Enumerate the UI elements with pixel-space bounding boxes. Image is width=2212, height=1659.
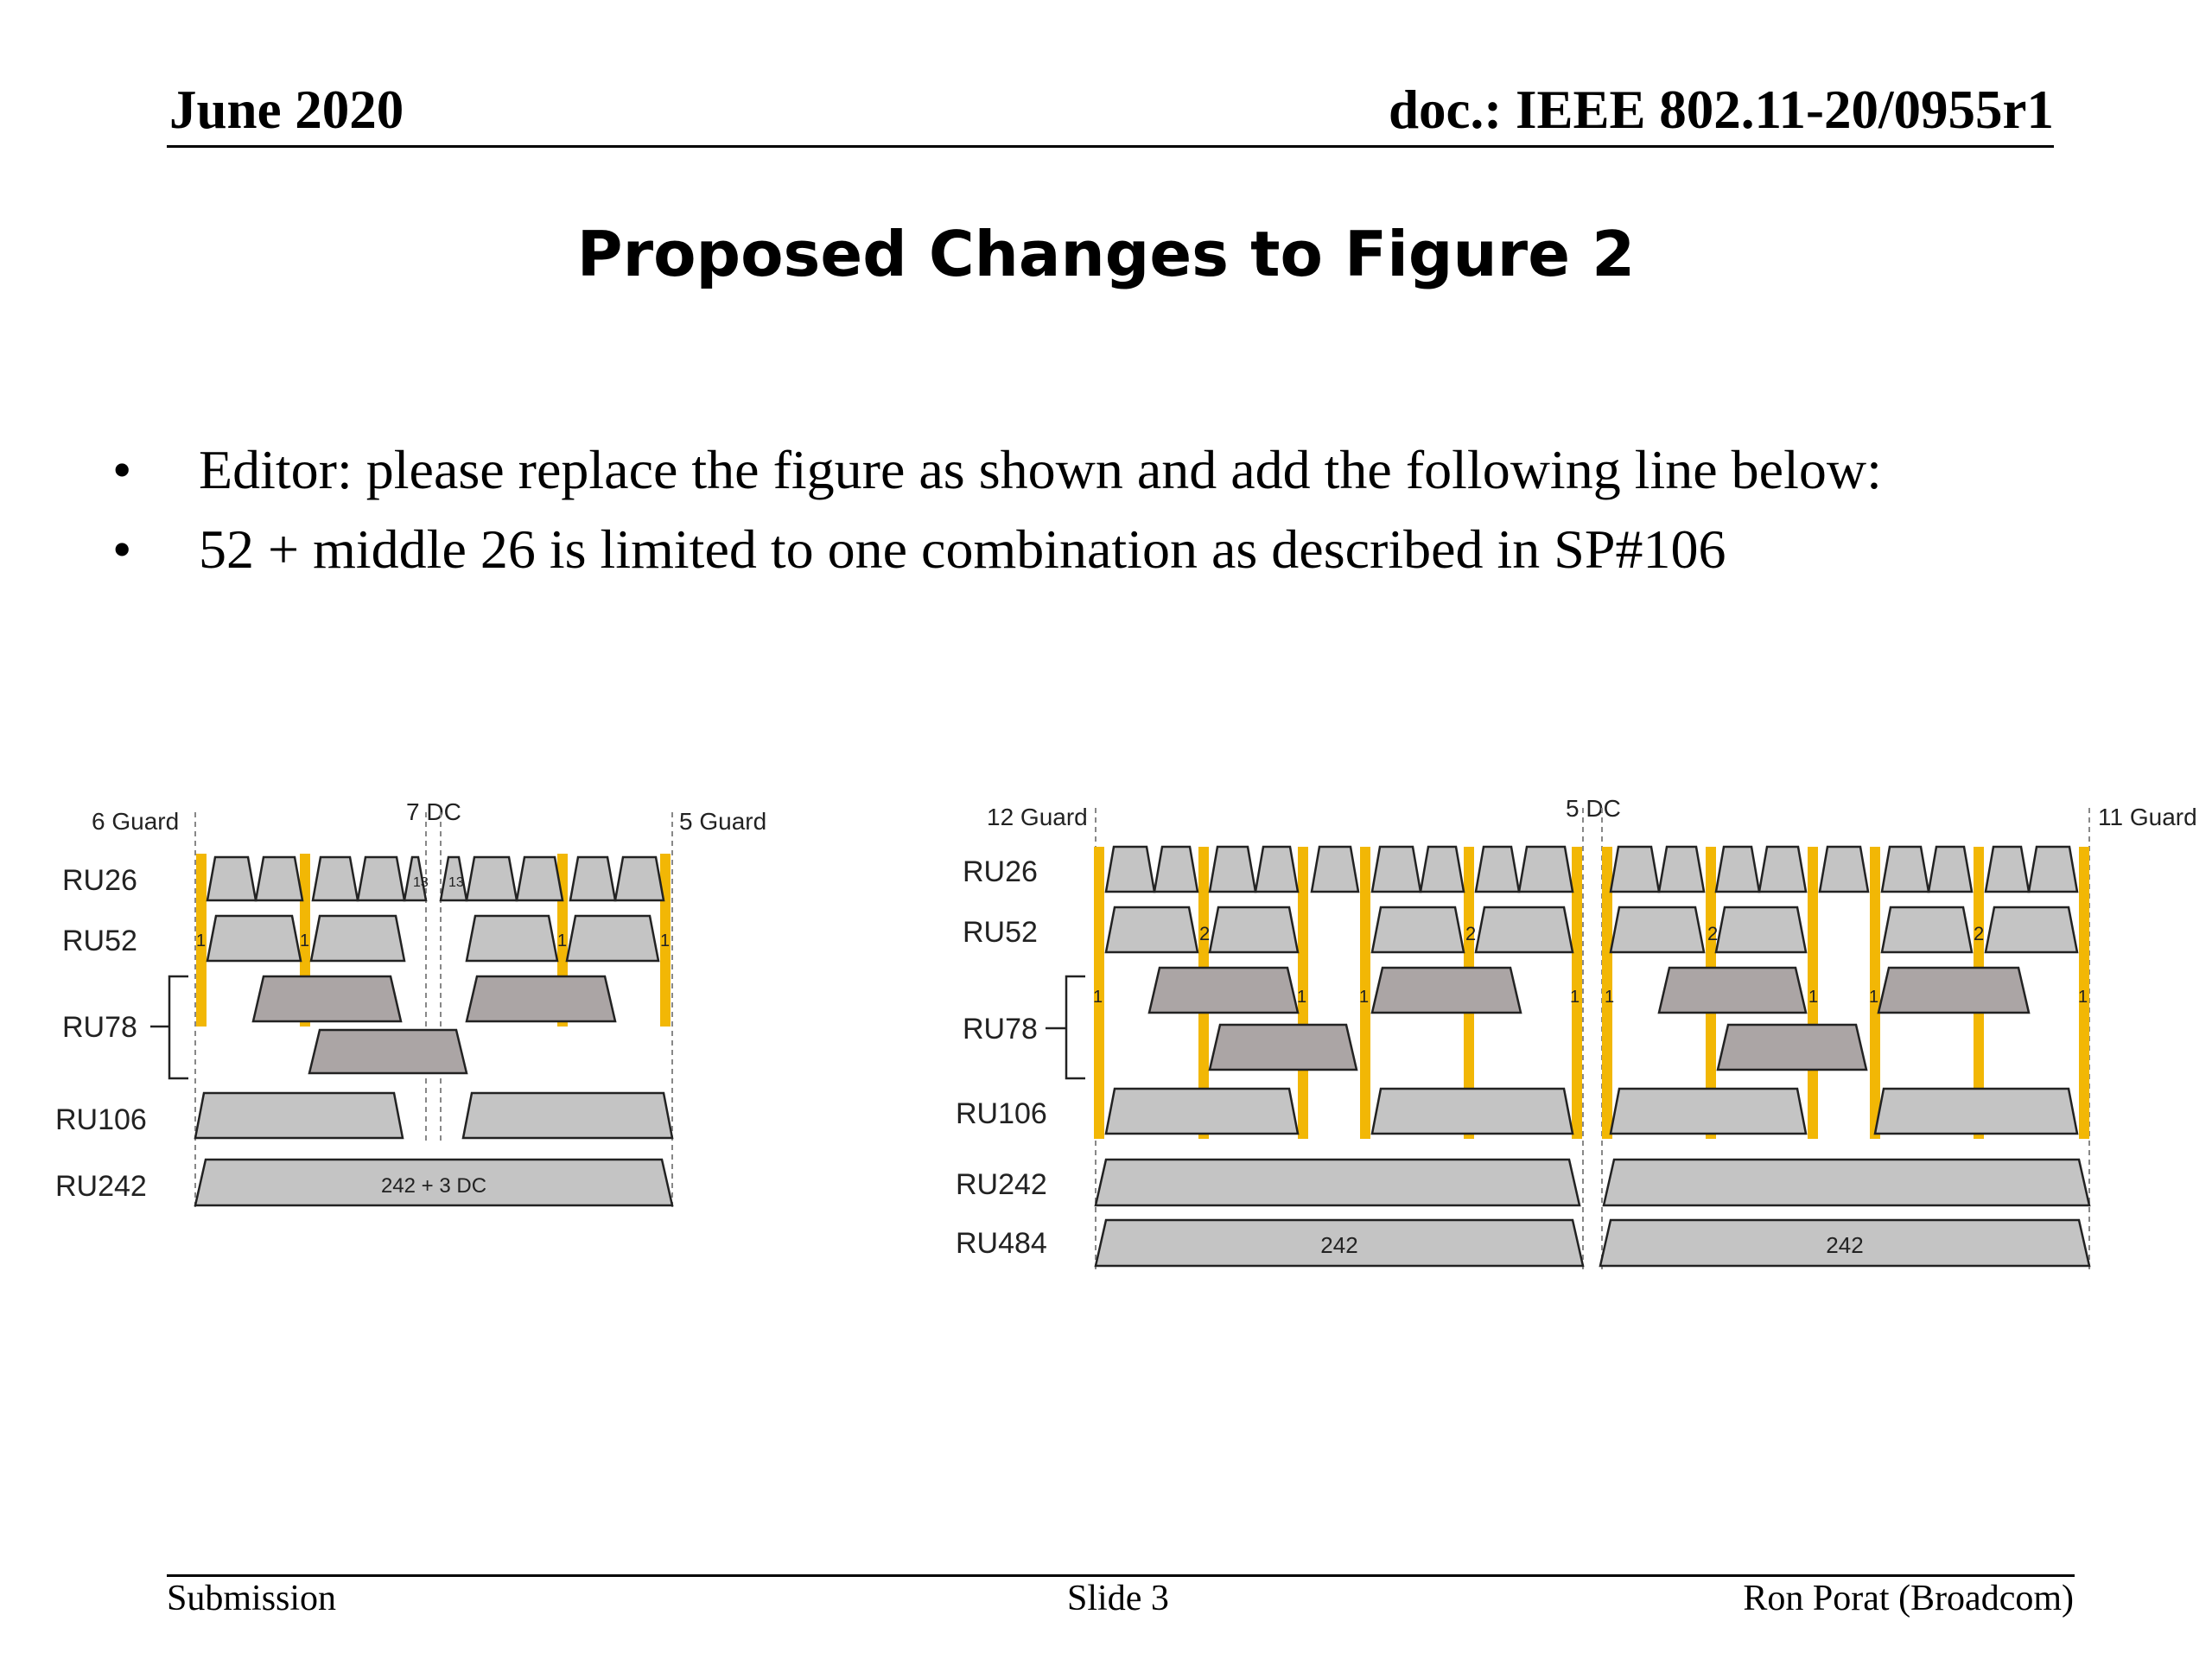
row-label-ru78: RU78	[963, 1013, 1038, 1046]
dc-label: 5 DC	[1566, 795, 1621, 822]
pilot-number-label: 2	[1199, 923, 1211, 944]
ru26-block	[1519, 847, 1573, 892]
row-label-ru26: RU26	[62, 864, 137, 897]
row-label-ru52: RU52	[963, 916, 1038, 949]
pilot-number-label: 1	[196, 931, 207, 950]
ru52-block	[1986, 907, 2077, 952]
ru26-block	[1421, 847, 1464, 892]
ru52-block	[311, 916, 404, 961]
pilot-number-label: 1	[1093, 988, 1103, 1007]
row-label-ru484: RU484	[956, 1227, 1047, 1260]
ru242-label: 242 + 3 DC	[380, 1174, 487, 1198]
pilot-number-label: 1	[1570, 988, 1580, 1007]
bullet-text: 52 + middle 26 is limited to one combination as described in SP#106	[199, 518, 1726, 580]
ru484-label: 242	[1826, 1232, 1864, 1258]
ru26-block	[517, 857, 563, 900]
ru52-block	[467, 916, 557, 961]
pilot-number-label: 1	[1808, 988, 1819, 1007]
bullet-marker: •	[112, 439, 132, 500]
row-label-ru106: RU106	[55, 1103, 147, 1136]
ru26-block	[1716, 847, 1759, 892]
pilot-number-label: 2	[1707, 923, 1719, 944]
ru78-block	[1372, 968, 1521, 1013]
ru78-block	[1210, 1025, 1357, 1070]
ru106-block	[1611, 1089, 1806, 1134]
ru26-block	[1659, 847, 1704, 892]
ru26-block	[1154, 847, 1198, 892]
ru26-block	[1476, 847, 1519, 892]
ru26-block	[256, 857, 302, 900]
ru78-bracket	[1046, 976, 1085, 1078]
slide-title: Proposed Changes to Figure 2	[576, 218, 1636, 290]
pilot-number-label: 1	[2078, 988, 2088, 1007]
ru106-block	[1106, 1089, 1298, 1134]
header-doc-id: doc.: IEEE 802.11-20/0955r1	[1388, 79, 2054, 140]
dc-label: 7 DC	[406, 798, 461, 825]
ru26-block	[1372, 847, 1421, 892]
ru106-block	[195, 1093, 403, 1138]
ru26-block	[313, 857, 358, 900]
ru78-block	[1149, 968, 1298, 1013]
row-label-ru242: RU242	[956, 1168, 1047, 1201]
guard-right-label: 11 Guard	[2098, 804, 2197, 830]
ru26-block	[2029, 847, 2077, 892]
pilot-number-label: 1	[1359, 988, 1370, 1007]
ru26-block	[1312, 847, 1358, 892]
ru26-middle-label: 13	[413, 875, 429, 890]
ru242-block	[1096, 1160, 1580, 1205]
ru52-block	[1372, 907, 1464, 952]
row-label-ru242: RU242	[55, 1170, 147, 1203]
ru26-block	[1759, 847, 1806, 892]
pilot-number-label: 2	[1974, 923, 1985, 944]
ru78-block	[1659, 968, 1806, 1013]
footer-author: Ron Porat (Broadcom)	[1743, 1579, 2074, 1618]
bullet-item	[112, 518, 1726, 580]
ru106-block	[463, 1093, 672, 1138]
ru26-block	[615, 857, 664, 900]
ru26-block	[1882, 847, 1929, 892]
ru26-middle-label: 13	[448, 875, 464, 890]
guard-right-label: 5 Guard	[679, 808, 767, 835]
footer-rule	[167, 1574, 2075, 1577]
ru242-block	[1604, 1160, 2089, 1205]
footer-submission: Submission	[167, 1579, 337, 1618]
ru26-block	[358, 857, 404, 900]
row-label-ru78: RU78	[62, 1011, 137, 1044]
ru78-block	[1718, 1025, 1866, 1070]
pilot-number-label: 1	[1297, 988, 1307, 1007]
ru26-block	[1929, 847, 1972, 892]
ru52-block	[1106, 907, 1198, 952]
ru52-block	[1611, 907, 1704, 952]
ru106-block	[1372, 1089, 1573, 1134]
guard-left-label: 6 Guard	[92, 808, 180, 835]
ru52-block	[1476, 907, 1573, 952]
ru52-block	[207, 916, 301, 961]
bullet-marker: •	[112, 518, 132, 580]
ru78-bracket	[150, 976, 188, 1078]
ru-allocation-figure	[0, 760, 2212, 1296]
pilot-number-label: 1	[557, 931, 568, 950]
ru26-block	[1210, 847, 1255, 892]
pilot-number-label: 1	[660, 931, 671, 950]
ru78-block	[1878, 968, 2029, 1013]
pilot-number-label: 1	[1869, 988, 1879, 1007]
pilot-number-label: 1	[300, 931, 310, 950]
row-label-ru26: RU26	[963, 855, 1038, 888]
header-date: June 2020	[169, 79, 404, 140]
ru78-block	[253, 976, 401, 1021]
ru26-block	[467, 857, 517, 900]
pilot-number-label: 2	[1465, 923, 1477, 944]
ru106-block	[1875, 1089, 2077, 1134]
ru26-block	[207, 857, 256, 900]
ru52-block	[567, 916, 658, 961]
ru26-block	[1820, 847, 1868, 892]
footer-slide-number: Slide 3	[1067, 1579, 1169, 1618]
row-label-ru52: RU52	[62, 925, 137, 957]
ru-figure-right	[956, 795, 2197, 1272]
ru52-block	[1882, 907, 1972, 952]
bullet-item	[112, 439, 1882, 500]
ru26-block	[1986, 847, 2029, 892]
ru484-label: 242	[1320, 1232, 1358, 1258]
ru78-block	[467, 976, 615, 1021]
ru26-block	[1255, 847, 1298, 892]
ru78-block	[309, 1030, 467, 1073]
ru26-block	[1106, 847, 1154, 892]
ru26-block	[570, 857, 615, 900]
row-label-ru106: RU106	[956, 1097, 1047, 1130]
pilot-number-label: 1	[1605, 988, 1615, 1007]
ru52-block	[1210, 907, 1298, 952]
ru52-block	[1716, 907, 1806, 952]
guard-left-label: 12 Guard	[987, 804, 1088, 830]
ru-figure-80mhz-left	[55, 798, 766, 1210]
header-rule	[167, 145, 2054, 148]
bullet-text: Editor: please replace the figure as shown and add the following line below:	[199, 439, 1882, 500]
ru26-block	[1611, 847, 1659, 892]
